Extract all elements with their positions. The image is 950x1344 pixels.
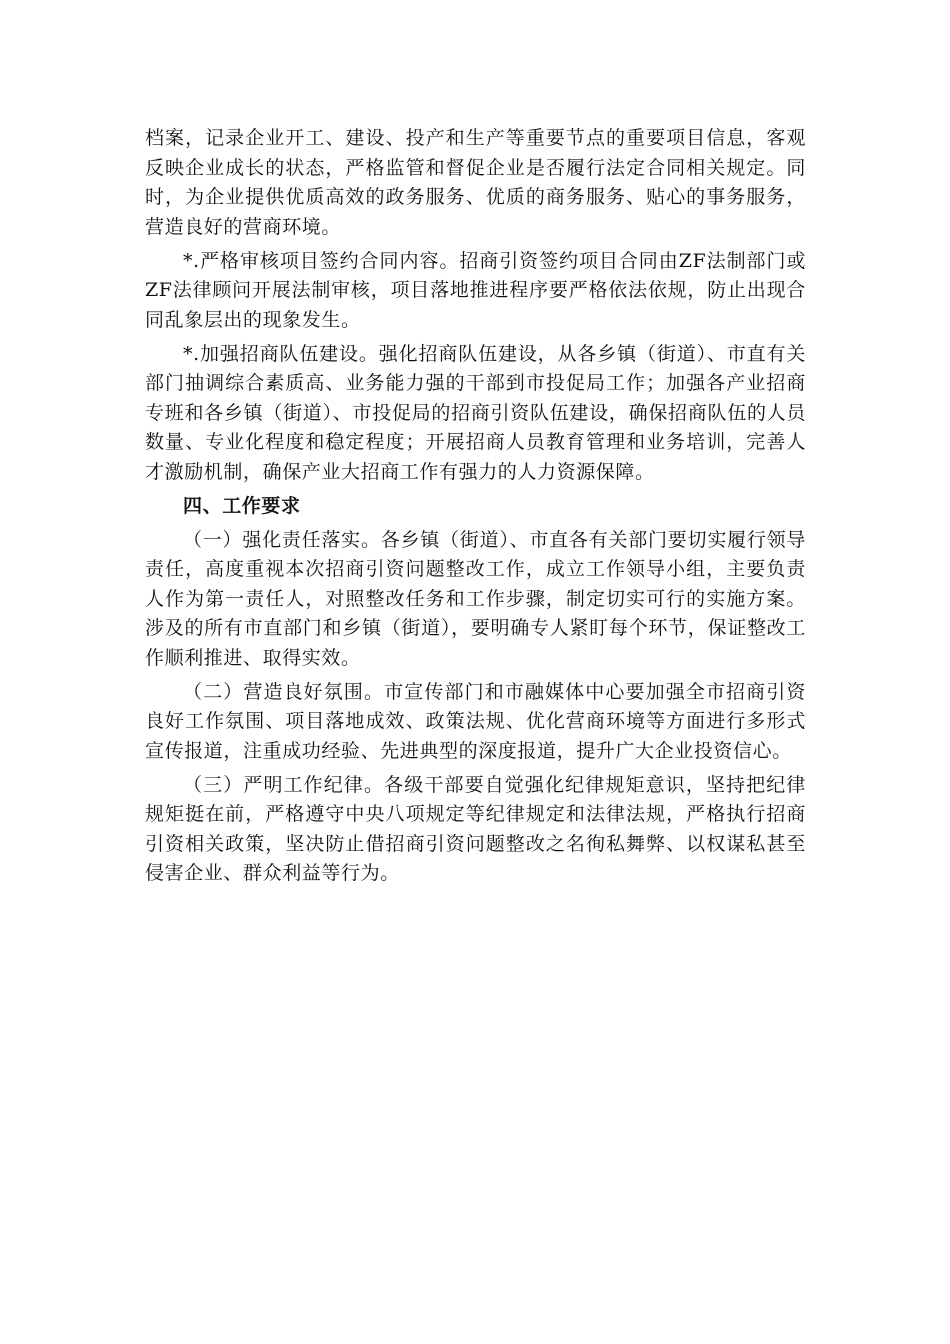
paragraph-responsibility: （一）强化责任落实。各乡镇（街道）、市直各有关部门要切实履行领导责任，高度重视本次招商引资问题整改工作，成立工作领导小组，主要负责人作为第一责任人，对照整改任务和工作步骤，制定切实可行的实施方案。涉及的所有市直部门和乡镇（街道），要明确专人紧盯每个环节，保证整改工作顺利推进、取得实效。 — [145, 528, 806, 669]
section-heading-work-requirements: 四、工作要求 — [183, 494, 301, 517]
document-body — [145, 124, 806, 893]
paragraph-team-building: *.加强招商队伍建设。强化招商队伍建设，从各乡镇（街道）、市直有关部门抽调综合素质高、业务能力强的干部到市投促局工作；加强各产业招商专班和各乡镇（街道）、市投促局的招商引资队伍建设，确保招商队伍的人员数量、专业化程度和稳定程度；开展招商人员教育管理和业务培训，完善人才激励机制，确保产业大招商工作有强力的人力资源保障。 — [145, 342, 806, 483]
paragraph-atmosphere: （二）营造良好氛围。市宣传部门和市融媒体中心要加强全市招商引资良好工作氛围、项目落地成效、政策法规、优化营商环境等方面进行多形式宣传报道，注重成功经验、先进典型的深度报道，提升广大企业投资信心。 — [145, 680, 806, 762]
paragraph-discipline: （三）严明工作纪律。各级干部要自觉强化纪律规矩意识，坚持把纪律规矩挺在前，严格遵守中央八项规定等纪律规定和法律法规，严格执行招商引资相关政策，坚决防止借招商引资问题整改之名徇私舞弊、以权谋私甚至侵害企业、群众利益等行为。 — [145, 773, 806, 884]
paragraph-contract-review: *.严格审核项目签约合同内容。招商引资签约项目合同由ZF法制部门或ZF法律顾问开展法制审核，项目落地推进程序要严格依法依规，防止出现合同乱象层出的现象发生。 — [145, 249, 806, 331]
paragraph-archive-continuation: 档案，记录企业开工、建设、投产和生产等重要节点的重要项目信息，客观反映企业成长的状态，严格监管和督促企业是否履行法定合同相关规定。同时，为企业提供优质高效的政务服务、优质的商务服务、贴心的事务服务，营造良好的营商环境。 — [145, 127, 806, 238]
